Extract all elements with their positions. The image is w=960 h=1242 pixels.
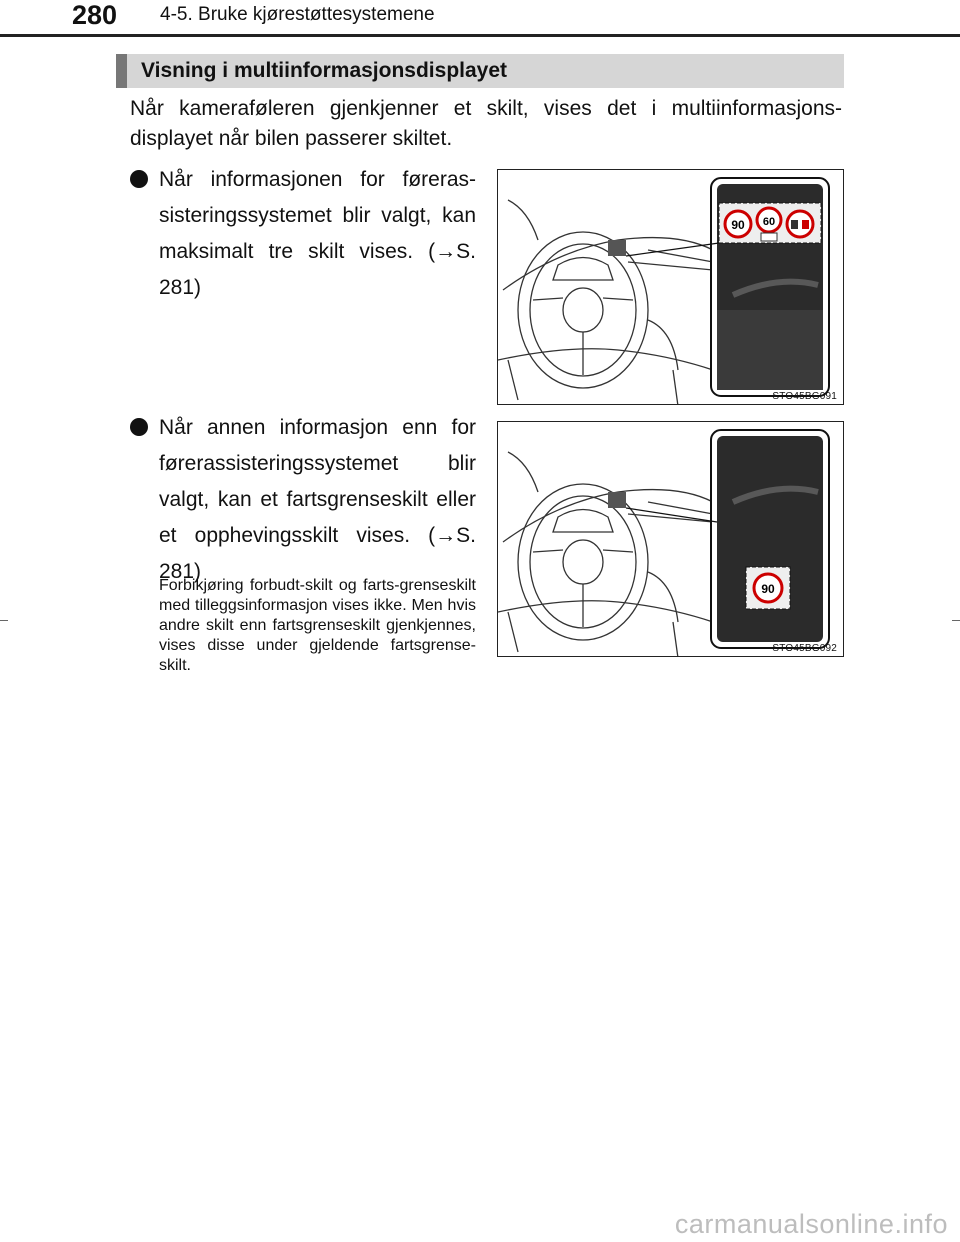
bullet-item-1	[130, 162, 476, 306]
no-overtaking-sign-icon	[787, 211, 813, 237]
trim-mark-left	[0, 620, 8, 621]
section-title: Visning i multiinformasjonsdisplayet	[141, 59, 508, 82]
page-number: 280	[72, 0, 118, 30]
intro-paragraph: Når kameraføleren gjenkjenner et skilt, vises det i multiinformasjons-displayet når bilen passerer skiltet.	[130, 97, 842, 150]
bullet-dot-icon	[130, 418, 148, 436]
watermark: carmanualsonline.info	[674, 1209, 948, 1239]
speed-sign-value: 60	[762, 216, 776, 228]
figure-2	[497, 421, 844, 657]
bullet-dot-icon	[130, 170, 148, 188]
speed-sign-value: 90	[731, 218, 745, 232]
bullet-item-2	[130, 410, 476, 590]
speed-sign-value: 90	[761, 582, 775, 596]
chapter-title: 4-5. Bruke kjørestøttesystemene	[160, 4, 435, 25]
steering-wheel-display-illustration-2	[498, 422, 844, 657]
figure-code: STO45BG091	[772, 391, 837, 402]
section-heading-bar	[116, 54, 844, 88]
bullet-text-1: Når informasjonen for føreras-sisteringssystemet blir valgt, kan maksimalt tre skilt vises. (→S. 281)	[159, 168, 476, 299]
figure-1	[497, 169, 844, 405]
figure-code: STO45BG092	[772, 643, 837, 654]
header-rule	[0, 34, 960, 37]
note-text: Forbikjøring forbudt-skilt og farts-grenseskilt med tilleggsinformasjon vises ikke. Men hvis andre skilt enn fartsgrenseskilt gjenkjennes, vises disse under gjeldende fartsgrense-skilt.	[159, 577, 476, 674]
steering-wheel-display-illustration-1	[498, 170, 844, 405]
trim-mark-right	[952, 620, 960, 621]
bullet-text-2: Når annen informasjon enn for førerassisteringssystemet blir valgt, kan et fartsgrenseskilt eller et opphevingsskilt vises. (→S. 281)	[159, 416, 476, 583]
